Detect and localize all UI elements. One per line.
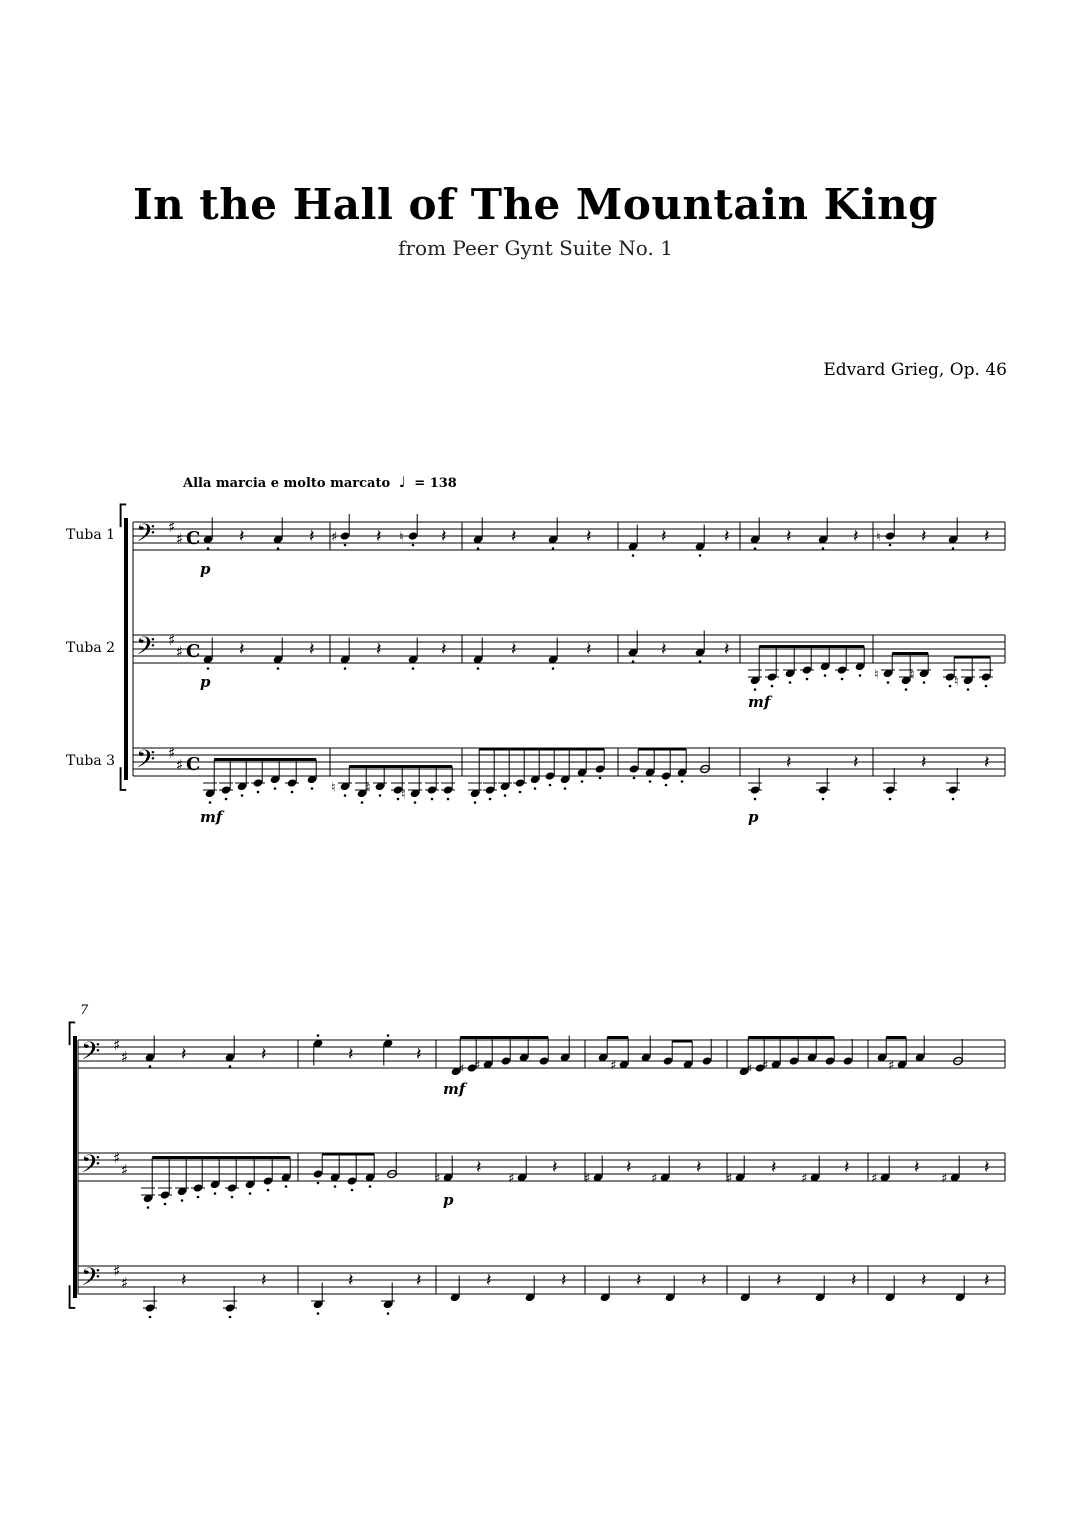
quarter-rest-icon: 𝄽 xyxy=(786,752,792,773)
staccato-dot xyxy=(317,1312,320,1315)
staccato-dot xyxy=(519,791,522,794)
accidental-icon: ♯ xyxy=(726,1171,733,1187)
staccato-dot xyxy=(889,544,892,547)
key-sharp-icon: ♯ xyxy=(121,1274,129,1292)
staccato-dot xyxy=(822,547,825,550)
quarter-rest-icon: 𝄽 xyxy=(309,526,315,547)
staccato-dot xyxy=(412,544,415,547)
staccato-dot xyxy=(789,681,792,684)
quarter-rest-icon: 𝄽 xyxy=(239,639,245,660)
quarter-rest-icon: 𝄽 xyxy=(851,1270,857,1291)
staccato-dot xyxy=(344,544,347,547)
accidental-icon: ♯ xyxy=(474,1058,481,1074)
dynamic-marking: mf xyxy=(200,808,223,826)
bracket-bottom: ⎣ xyxy=(67,1285,77,1309)
quarter-rest-icon: 𝄽 xyxy=(724,526,730,547)
quarter-rest-icon: 𝄽 xyxy=(441,526,447,547)
quarter-rest-icon: 𝄽 xyxy=(586,639,592,660)
key-sharp-icon: ♯ xyxy=(113,1149,121,1167)
staccato-dot xyxy=(149,1065,152,1068)
tempo-text: Alla marcia e molto marcato xyxy=(183,476,391,491)
accidental-icon: ♯ xyxy=(801,1171,808,1187)
staccato-dot xyxy=(334,1185,337,1188)
quarter-rest-icon: 𝄽 xyxy=(441,639,447,660)
staccato-dot xyxy=(754,688,757,691)
quarter-note-icon: ♩ xyxy=(398,473,406,491)
accidental-icon: ♯ xyxy=(584,1171,591,1187)
staccato-dot xyxy=(477,547,480,550)
quarter-rest-icon: 𝄽 xyxy=(376,639,382,660)
quarter-rest-icon: 𝄽 xyxy=(181,1270,187,1291)
staccato-dot xyxy=(552,667,555,670)
accidental-icon: ♯ xyxy=(941,1171,948,1187)
quarter-rest-icon: 𝄽 xyxy=(921,752,927,773)
staccato-dot xyxy=(952,547,955,550)
instrument-label-tuba-3: Tuba 3 xyxy=(66,753,116,769)
staccato-dot xyxy=(229,1065,232,1068)
quarter-rest-icon: 𝄽 xyxy=(984,752,990,773)
accidental-icon: ♮ xyxy=(401,787,406,803)
dynamic-marking: p xyxy=(443,1191,454,1209)
staccato-dot xyxy=(504,794,507,797)
time-signature: C xyxy=(186,754,201,775)
accidental-icon: ♯ xyxy=(508,1171,515,1187)
quarter-rest-icon: 𝄽 xyxy=(561,1270,567,1291)
measure-number: 7 xyxy=(80,1003,89,1018)
staccato-dot xyxy=(649,780,652,783)
staccato-dot xyxy=(632,660,635,663)
staccato-dot xyxy=(699,660,702,663)
quarter-rest-icon: 𝄽 xyxy=(696,1157,702,1178)
quarter-rest-icon: 𝄽 xyxy=(914,1157,920,1178)
accidental-icon: ♯ xyxy=(888,1058,895,1074)
score-subtitle: from Peer Gynt Suite No. 1 xyxy=(398,236,673,260)
staccato-dot xyxy=(231,1196,234,1199)
staccato-dot xyxy=(841,678,844,681)
staccato-dot xyxy=(905,688,908,691)
staccato-dot xyxy=(412,667,415,670)
staccato-dot xyxy=(225,798,228,801)
quarter-rest-icon: 𝄽 xyxy=(181,1044,187,1065)
accidental-icon: ♯ xyxy=(458,1062,465,1077)
quarter-rest-icon: 𝄽 xyxy=(511,526,517,547)
tempo-bpm: = 138 xyxy=(414,476,457,491)
staccato-dot xyxy=(822,798,825,801)
accidental-icon: ♮ xyxy=(876,530,881,545)
quarter-rest-icon: 𝄽 xyxy=(511,639,517,660)
staccato-dot xyxy=(267,1189,270,1192)
staccato-dot xyxy=(291,791,294,794)
staccato-dot xyxy=(665,784,668,787)
staccato-dot xyxy=(889,798,892,801)
staccato-dot xyxy=(754,547,757,550)
quarter-rest-icon: 𝄽 xyxy=(771,1157,777,1178)
staccato-dot xyxy=(771,685,774,688)
quarter-rest-icon: 𝄽 xyxy=(984,526,990,547)
staccato-dot xyxy=(824,674,827,677)
quarter-rest-icon: 𝄽 xyxy=(586,526,592,547)
staccato-dot xyxy=(311,787,314,790)
staccato-dot xyxy=(599,777,602,780)
quarter-rest-icon: 𝄽 xyxy=(661,639,667,660)
dynamic-marking: p xyxy=(748,808,759,826)
staccato-dot xyxy=(317,1182,320,1185)
bass-clef-icon: 𝄢 xyxy=(136,745,156,780)
quarter-rest-icon: 𝄽 xyxy=(309,639,315,660)
quarter-rest-icon: 𝄽 xyxy=(261,1270,267,1291)
quarter-rest-icon: 𝄽 xyxy=(661,526,667,547)
staccato-dot xyxy=(241,794,244,797)
quarter-rest-icon: 𝄽 xyxy=(701,1270,707,1291)
staccato-dot xyxy=(952,798,955,801)
bass-clef-icon: 𝄢 xyxy=(81,1037,101,1072)
staccato-dot xyxy=(257,791,260,794)
quarter-rest-icon: 𝄽 xyxy=(239,526,245,547)
quarter-rest-icon: 𝄽 xyxy=(984,1270,990,1291)
key-sharp-icon: ♯ xyxy=(121,1048,129,1066)
staccato-dot xyxy=(806,678,809,681)
staccato-dot xyxy=(369,1185,372,1188)
quarter-rest-icon: 𝄽 xyxy=(786,526,792,547)
dynamic-marking: mf xyxy=(748,693,771,711)
bass-clef-icon: 𝄢 xyxy=(136,632,156,667)
staccato-dot xyxy=(379,794,382,797)
staccato-dot xyxy=(447,798,450,801)
key-sharp-icon: ♯ xyxy=(168,744,176,762)
staccato-dot xyxy=(344,794,347,797)
staccato-dot xyxy=(967,688,970,691)
staccato-dot xyxy=(699,554,702,557)
staccato-dot xyxy=(923,681,926,684)
staccato-dot xyxy=(207,547,210,550)
accidental-icon: ♮ xyxy=(910,667,915,683)
staccato-dot xyxy=(397,798,400,801)
accidental-icon: ♮ xyxy=(399,530,404,545)
staccato-dot xyxy=(681,780,684,783)
staccato-dot xyxy=(887,681,890,684)
accidental-icon: ♯ xyxy=(331,530,338,545)
staccato-dot xyxy=(277,547,280,550)
quarter-rest-icon: 𝄽 xyxy=(844,1157,850,1178)
staccato-dot xyxy=(534,787,537,790)
quarter-rest-icon: 𝄽 xyxy=(853,526,859,547)
quarter-rest-icon: 𝄽 xyxy=(626,1157,632,1178)
staccato-dot xyxy=(351,1189,354,1192)
quarter-rest-icon: 𝄽 xyxy=(552,1157,558,1178)
staccato-dot xyxy=(164,1203,167,1206)
accidental-icon: ♮ xyxy=(331,780,336,796)
staccato-dot xyxy=(632,554,635,557)
accidental-icon: ♯ xyxy=(746,1062,753,1077)
quarter-rest-icon: 𝄽 xyxy=(476,1157,482,1178)
quarter-rest-icon: 𝄽 xyxy=(376,526,382,547)
staccato-dot xyxy=(344,667,347,670)
staccato-dot xyxy=(149,1316,152,1319)
accidental-icon: ♯ xyxy=(871,1171,878,1187)
staccato-dot xyxy=(387,1034,390,1037)
accidental-icon: ♮ xyxy=(874,667,879,683)
staccato-dot xyxy=(552,547,555,550)
bracket-top: ⎡ xyxy=(67,1021,77,1045)
staccato-dot xyxy=(477,667,480,670)
quarter-rest-icon: 𝄽 xyxy=(724,639,730,660)
staccato-dot xyxy=(633,777,636,780)
instrument-label-tuba-1: Tuba 1 xyxy=(66,527,116,543)
bass-clef-icon: 𝄢 xyxy=(81,1263,101,1298)
quarter-rest-icon: 𝄽 xyxy=(984,1157,990,1178)
staccato-dot xyxy=(317,1034,320,1037)
key-sharp-icon: ♯ xyxy=(176,756,184,774)
quarter-rest-icon: 𝄽 xyxy=(636,1270,642,1291)
quarter-rest-icon: 𝄽 xyxy=(853,752,859,773)
bracket-top: ⎡ xyxy=(118,503,128,527)
accidental-icon: ♯ xyxy=(651,1171,658,1187)
accidental-icon: ♮ xyxy=(954,674,959,690)
staccato-dot xyxy=(229,1316,232,1319)
staccato-dot xyxy=(414,801,417,804)
key-sharp-icon: ♯ xyxy=(176,643,184,661)
quarter-rest-icon: 𝄽 xyxy=(348,1270,354,1291)
score-title: In the Hall of The Mountain King xyxy=(132,180,939,229)
key-sharp-icon: ♯ xyxy=(121,1161,129,1179)
time-signature: C xyxy=(186,528,201,549)
staccato-dot xyxy=(474,801,477,804)
quarter-rest-icon: 𝄽 xyxy=(261,1044,267,1065)
staccato-dot xyxy=(277,667,280,670)
bracket-bottom: ⎣ xyxy=(118,767,128,791)
quarter-rest-icon: 𝄽 xyxy=(921,1270,927,1291)
instrument-label-tuba-2: Tuba 2 xyxy=(66,640,116,656)
dynamic-marking: mf xyxy=(443,1080,466,1098)
quarter-rest-icon: 𝄽 xyxy=(921,526,927,547)
accidental-icon: ♯ xyxy=(610,1058,617,1074)
staccato-dot xyxy=(181,1199,184,1202)
staccato-dot xyxy=(431,798,434,801)
key-sharp-icon: ♯ xyxy=(113,1036,121,1054)
key-sharp-icon: ♯ xyxy=(168,518,176,536)
dynamic-marking: p xyxy=(200,673,211,691)
staccato-dot xyxy=(859,674,862,677)
staccato-dot xyxy=(197,1196,200,1199)
bass-clef-icon: 𝄢 xyxy=(136,519,156,554)
key-sharp-icon: ♯ xyxy=(168,631,176,649)
accidental-icon: ♯ xyxy=(434,1171,441,1187)
accidental-icon: ♮ xyxy=(366,780,371,796)
staccato-dot xyxy=(549,784,552,787)
bass-clef-icon: 𝄢 xyxy=(81,1150,101,1185)
quarter-rest-icon: 𝄽 xyxy=(348,1044,354,1065)
staccato-dot xyxy=(754,798,757,801)
accidental-icon: ♯ xyxy=(762,1058,769,1074)
staccato-dot xyxy=(147,1206,150,1209)
staccato-dot xyxy=(387,1312,390,1315)
staccato-dot xyxy=(209,801,212,804)
dynamic-marking: p xyxy=(200,560,211,578)
staccato-dot xyxy=(274,787,277,790)
key-sharp-icon: ♯ xyxy=(113,1262,121,1280)
staccato-dot xyxy=(285,1185,288,1188)
staccato-dot xyxy=(581,780,584,783)
staccato-dot xyxy=(985,685,988,688)
staccato-dot xyxy=(489,798,492,801)
composer-credit: Edvard Grieg, Op. 46 xyxy=(823,360,1007,380)
quarter-rest-icon: 𝄽 xyxy=(486,1270,492,1291)
quarter-rest-icon: 𝄽 xyxy=(416,1044,422,1065)
staccato-dot xyxy=(214,1192,217,1195)
quarter-rest-icon: 𝄽 xyxy=(776,1270,782,1291)
staccato-dot xyxy=(249,1192,252,1195)
staccato-dot xyxy=(949,685,952,688)
quarter-rest-icon: 𝄽 xyxy=(416,1270,422,1291)
staccato-dot xyxy=(564,787,567,790)
staccato-dot xyxy=(361,801,364,804)
staccato-dot xyxy=(207,667,210,670)
time-signature: C xyxy=(186,641,201,662)
key-sharp-icon: ♯ xyxy=(176,530,184,548)
